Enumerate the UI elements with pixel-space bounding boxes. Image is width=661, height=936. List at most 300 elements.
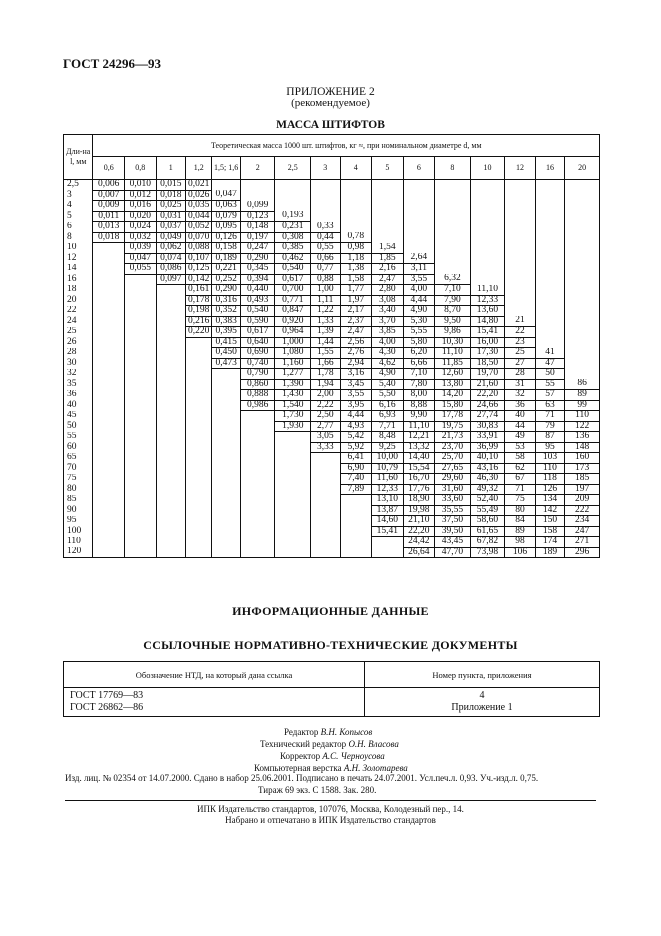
mass-cell — [275, 505, 311, 516]
mass-cell — [186, 442, 212, 453]
length-cell: 75 — [64, 474, 93, 485]
length-cell: 12 — [64, 253, 93, 264]
mass-cell — [93, 526, 125, 537]
mass-cell: 1,160 — [275, 358, 311, 369]
editor-name: В.Н. Копысов — [320, 727, 373, 737]
mass-cell — [340, 516, 372, 527]
mass-cell — [212, 505, 240, 516]
mass-cell: 26,64 — [403, 547, 435, 558]
mass-cell: 1,85 — [372, 253, 404, 264]
mass-cell — [470, 180, 505, 191]
mass-cell — [470, 264, 505, 275]
mass-cell — [93, 285, 125, 296]
table-row — [64, 337, 600, 348]
mass-cell — [505, 232, 536, 243]
mass-cell: 0,771 — [275, 295, 311, 306]
mass-cell — [156, 327, 185, 338]
mass-cell: 2,56 — [340, 337, 372, 348]
info-title: ИНФОРМАЦИОННЫЕ ДАННЫЕ — [232, 604, 429, 618]
mass-cell: 44 — [505, 421, 536, 432]
mass-cell: 0,88 — [311, 274, 340, 285]
mass-cell — [565, 190, 600, 201]
table-row — [64, 180, 600, 191]
diameter-header: 12 — [505, 157, 536, 180]
mass-cell: 7,10 — [403, 369, 435, 380]
mass-cell: 0,197 — [240, 232, 275, 243]
mass-cell: 0,440 — [240, 285, 275, 296]
table-row — [64, 432, 600, 443]
mass-cell: 0,026 — [186, 190, 212, 201]
references-doc-cell — [64, 688, 365, 717]
mass-cell — [156, 379, 185, 390]
mass-cell: 71 — [535, 411, 564, 422]
length-cell: 65 — [64, 453, 93, 464]
mass-cell: 58 — [505, 453, 536, 464]
mass-cell: 50 — [535, 369, 564, 380]
diameter-header: 1,5; 1,6 — [212, 157, 240, 180]
references-title: ССЫЛОЧНЫЕ НОРМАТИВНО-ТЕХНИЧЕСКИЕ ДОКУМЕНТЫ — [143, 638, 518, 652]
table-row — [64, 295, 600, 306]
mass-cell: 16,00 — [470, 337, 505, 348]
mass-cell: 0,473 — [212, 358, 240, 369]
table-row — [64, 453, 600, 464]
mass-cell: 18,90 — [403, 495, 435, 506]
tech-editor-name: О.Н. Власова — [348, 739, 399, 749]
length-cell: 28 — [64, 348, 93, 359]
table-row — [64, 358, 600, 369]
mass-cell — [93, 505, 125, 516]
mass-cell — [212, 379, 240, 390]
mass-cell: 0,986 — [240, 400, 275, 411]
mass-cell — [212, 442, 240, 453]
mass-cell — [240, 547, 275, 558]
mass-cell — [535, 253, 564, 264]
mass-cell — [435, 201, 471, 212]
mass-cell: 5,55 — [403, 327, 435, 338]
mass-cell: 25 — [505, 348, 536, 359]
mass-cell: 19,75 — [435, 421, 471, 432]
mass-cell: 0,352 — [212, 306, 240, 317]
mass-cell: 4,90 — [372, 369, 404, 380]
mass-cell — [275, 495, 311, 506]
length-header: Дли-на l, мм — [64, 135, 93, 180]
mass-cell: 67 — [505, 474, 536, 485]
mass-cell: 12,60 — [435, 369, 471, 380]
mass-cell — [403, 222, 435, 233]
diameter-header: 16 — [535, 157, 564, 180]
table-row — [64, 400, 600, 411]
mass-cell — [372, 190, 404, 201]
reference-ref: Приложение 1 — [451, 702, 513, 713]
mass-cell: 8,00 — [403, 390, 435, 401]
mass-cell: 103 — [535, 453, 564, 464]
mass-cell: 0,415 — [212, 337, 240, 348]
mass-cell: 37,50 — [435, 516, 471, 527]
reference-doc: ГОСТ 26862—86 — [70, 702, 144, 713]
mass-cell — [505, 201, 536, 212]
mass-cell — [93, 400, 125, 411]
layout-role: Компьютерная верстка — [254, 763, 342, 773]
mass-cell: 23 — [505, 337, 536, 348]
mass-cell: 14,40 — [403, 453, 435, 464]
length-cell: 26 — [64, 337, 93, 348]
mass-cell — [535, 327, 564, 338]
length-cell: 16 — [64, 274, 93, 285]
mass-cell: 58,60 — [470, 516, 505, 527]
mass-cell: 21,60 — [470, 379, 505, 390]
mass-cell: 14,80 — [470, 316, 505, 327]
tech-editor-role: Технический редактор — [260, 739, 347, 749]
mass-cell — [186, 453, 212, 464]
mass-cell: 15,41 — [372, 526, 404, 537]
mass-cell — [311, 526, 340, 537]
mass-cell — [470, 274, 505, 285]
mass-cell: 13,87 — [372, 505, 404, 516]
mass-cell — [565, 295, 600, 306]
mass-cell: 6,90 — [340, 463, 372, 474]
table-row — [64, 421, 600, 432]
mass-cell: 14,20 — [435, 390, 471, 401]
table-row — [64, 190, 600, 201]
proofreader-name: А.С. Черноусова — [322, 751, 385, 761]
mass-cell — [505, 306, 536, 317]
table-row — [64, 526, 600, 537]
mass-cell: 0,074 — [156, 253, 185, 264]
mass-cell — [275, 526, 311, 537]
mass-cell — [186, 505, 212, 516]
length-cell: 32 — [64, 369, 93, 380]
mass-cell: 1,66 — [311, 358, 340, 369]
mass-cell — [186, 369, 212, 380]
mass-cell — [93, 337, 125, 348]
document-code: ГОСТ 24296—93 — [63, 56, 162, 71]
mass-cell: 2,00 — [311, 390, 340, 401]
length-cell: 2,5 — [64, 180, 93, 191]
table-row — [64, 348, 600, 359]
mass-cell — [212, 180, 240, 191]
mass-cell — [186, 526, 212, 537]
mass-cell — [372, 211, 404, 222]
mass-cell: 1,930 — [275, 421, 311, 432]
mass-cell: 0,062 — [156, 243, 185, 254]
mass-cell: 89 — [505, 526, 536, 537]
mass-cell: 0,037 — [156, 222, 185, 233]
mass-cell — [125, 411, 157, 422]
reference-doc: ГОСТ 17769—83 — [70, 690, 144, 701]
mass-cell — [240, 516, 275, 527]
mass-cell — [212, 484, 240, 495]
mass-cell — [240, 180, 275, 191]
mass-cell: 3,55 — [340, 390, 372, 401]
mass-cell — [125, 400, 157, 411]
mass-cell: 1,000 — [275, 337, 311, 348]
mass-cell: 13,32 — [403, 442, 435, 453]
mass-cell: 5,92 — [340, 442, 372, 453]
mass-cell — [156, 348, 185, 359]
length-cell: 35 — [64, 379, 93, 390]
editor-role: Редактор — [284, 727, 319, 737]
mass-cell: 0,047 — [212, 190, 240, 201]
mass-cell: 7,10 — [435, 285, 471, 296]
mass-cell — [125, 295, 157, 306]
mass-cell — [505, 243, 536, 254]
mass-cell: 0,125 — [186, 264, 212, 275]
mass-cell: 8,48 — [372, 432, 404, 443]
mass-cell — [156, 421, 185, 432]
mass-cell — [535, 264, 564, 275]
mass-cell — [156, 400, 185, 411]
mass-cell: 2,80 — [372, 285, 404, 296]
mass-cell — [505, 180, 536, 191]
mass-cell — [340, 526, 372, 537]
mass-cell: 71 — [505, 484, 536, 495]
length-cell: 10 — [64, 243, 93, 254]
diameter-header: 0,8 — [125, 157, 157, 180]
mass-cell: 13,60 — [470, 306, 505, 317]
mass-cell — [311, 505, 340, 516]
mass-cell — [505, 264, 536, 275]
mass-cell: 62 — [505, 463, 536, 474]
mass-cell: 3,08 — [372, 295, 404, 306]
mass-cell: 3,55 — [403, 274, 435, 285]
mass-cell — [340, 190, 372, 201]
mass-cell: 4,00 — [403, 285, 435, 296]
mass-cell — [93, 348, 125, 359]
mass-cell — [435, 222, 471, 233]
mass-cell: 49,32 — [470, 484, 505, 495]
mass-cell — [403, 201, 435, 212]
diameter-header: 20 — [565, 157, 600, 180]
mass-cell: 0,035 — [186, 201, 212, 212]
table-row — [64, 316, 600, 327]
mass-cell — [93, 243, 125, 254]
mass-cell: 15,80 — [435, 400, 471, 411]
mass-cell: 0,493 — [240, 295, 275, 306]
mass-cell: 0,193 — [275, 211, 311, 222]
mass-cell — [125, 432, 157, 443]
mass-cell: 247 — [565, 526, 600, 537]
mass-cell — [240, 411, 275, 422]
mass-cell — [372, 232, 404, 243]
mass-cell — [372, 547, 404, 558]
length-cell: 14 — [64, 264, 93, 275]
mass-cell — [156, 442, 185, 453]
mass-cell: 0,099 — [240, 201, 275, 212]
mass-cell — [212, 547, 240, 558]
mass-cell — [156, 484, 185, 495]
mass-cell: 0,450 — [212, 348, 240, 359]
mass-cell: 0,888 — [240, 390, 275, 401]
mass-cell: 15,41 — [470, 327, 505, 338]
mass-cell — [156, 453, 185, 464]
mass-cell: 86 — [565, 379, 600, 390]
mass-cell: 18,50 — [470, 358, 505, 369]
mass-cell — [565, 232, 600, 243]
mass-cell — [275, 190, 311, 201]
mass-cell: 209 — [565, 495, 600, 506]
diameter-header: 6 — [403, 157, 435, 180]
mass-cell — [93, 306, 125, 317]
table-row — [64, 463, 600, 474]
mass-cell: 0,024 — [125, 222, 157, 233]
mass-cell — [93, 484, 125, 495]
mass-cell: 2,17 — [340, 306, 372, 317]
mass-cell: 0,617 — [275, 274, 311, 285]
mass-cell: 0,540 — [240, 306, 275, 317]
mass-cell: 21,73 — [435, 432, 471, 443]
mass-cell: 0,039 — [125, 243, 157, 254]
mass-cell — [156, 526, 185, 537]
appendix-subtitle: (рекомендуемое) — [291, 97, 370, 109]
mass-cell — [93, 253, 125, 264]
divider — [65, 800, 596, 801]
mass-cell — [275, 442, 311, 453]
mass-cell: 0,216 — [186, 316, 212, 327]
mass-cell: 271 — [565, 537, 600, 548]
mass-cell: 3,45 — [340, 379, 372, 390]
mass-cell — [535, 211, 564, 222]
references-ref-cell — [365, 688, 600, 717]
mass-cell: 19,70 — [470, 369, 505, 380]
mass-cell: 49 — [505, 432, 536, 443]
mass-cell: 2,94 — [340, 358, 372, 369]
mass-cell: 0,161 — [186, 285, 212, 296]
mass-cell — [93, 547, 125, 558]
mass-cell: 0,394 — [240, 274, 275, 285]
length-cell: 80 — [64, 484, 93, 495]
mass-cell: 98 — [505, 537, 536, 548]
mass-cell — [93, 390, 125, 401]
mass-cell — [156, 369, 185, 380]
mass-cell — [125, 421, 157, 432]
mass-cell — [125, 369, 157, 380]
mass-cell — [93, 453, 125, 464]
mass-cell: 35,55 — [435, 505, 471, 516]
mass-cell — [212, 453, 240, 464]
mass-cell: 11,10 — [435, 348, 471, 359]
mass-cell — [535, 190, 564, 201]
length-cell: 36 — [64, 390, 93, 401]
mass-cell: 7,90 — [435, 295, 471, 306]
mass-cell: 84 — [505, 516, 536, 527]
mass-cell: 0,032 — [125, 232, 157, 243]
mass-cell: 0,011 — [93, 211, 125, 222]
length-cell: 22 — [64, 306, 93, 317]
mass-cell: 27 — [505, 358, 536, 369]
length-cell: 6 — [64, 222, 93, 233]
length-cell: 70 — [64, 463, 93, 474]
mass-cell: 8,88 — [403, 400, 435, 411]
mass-cell — [156, 295, 185, 306]
mass-cell — [240, 505, 275, 516]
mass-cell: 3,40 — [372, 306, 404, 317]
mass-cell — [156, 463, 185, 474]
mass-cell: 0,77 — [311, 264, 340, 275]
mass-cell — [535, 274, 564, 285]
length-cell: 30 — [64, 358, 93, 369]
mass-cell — [470, 222, 505, 233]
mass-cell: 0,025 — [156, 201, 185, 212]
mass-cell — [435, 253, 471, 264]
mass-cell: 6,32 — [435, 274, 471, 285]
mass-cell — [470, 211, 505, 222]
mass-cell — [240, 463, 275, 474]
mass-cell — [535, 306, 564, 317]
mass-cell: 0,086 — [156, 264, 185, 275]
mass-cell: 55 — [535, 379, 564, 390]
mass-cell: 41 — [535, 348, 564, 359]
mass-cell — [212, 400, 240, 411]
mass-cell: 1,277 — [275, 369, 311, 380]
mass-cell — [93, 327, 125, 338]
mass-cell: 25,70 — [435, 453, 471, 464]
table-row — [64, 369, 600, 380]
mass-cell: 1,730 — [275, 411, 311, 422]
mass-cell: 6,20 — [403, 348, 435, 359]
mass-cell: 4,44 — [340, 411, 372, 422]
mass-cell — [125, 442, 157, 453]
mass-cell — [186, 463, 212, 474]
mass-cell: 0,66 — [311, 253, 340, 264]
publication-info: Изд. лиц. № 02354 от 14.07.2000. Сдано в набор 25.06.2001. Подписано в печать 24.07.2001. Усл.печ.л. 0,93. Уч.-изд.л. 0,75. — [65, 773, 539, 783]
mass-cell: 33,60 — [435, 495, 471, 506]
mass-cell — [186, 379, 212, 390]
mass-cell — [535, 222, 564, 233]
mass-cell — [565, 180, 600, 191]
table-row — [64, 537, 600, 548]
mass-cell — [212, 421, 240, 432]
mass-cell: 197 — [565, 484, 600, 495]
mass-cell: 0,540 — [275, 264, 311, 275]
table-row — [64, 379, 600, 390]
mass-cell — [340, 505, 372, 516]
mass-cell: 27,65 — [435, 463, 471, 474]
mass-cell — [212, 474, 240, 485]
mass-cell: 0,964 — [275, 327, 311, 338]
mass-cell — [186, 348, 212, 359]
mass-cell — [212, 463, 240, 474]
mass-cell: 0,018 — [156, 190, 185, 201]
mass-cell: 7,40 — [340, 474, 372, 485]
mass-cell — [156, 306, 185, 317]
mass-cell: 2,76 — [340, 348, 372, 359]
table-row — [64, 201, 600, 212]
mass-cell — [156, 390, 185, 401]
mass-cell: 1,55 — [311, 348, 340, 359]
table-row — [64, 474, 600, 485]
table-row — [64, 243, 600, 254]
mass-cell — [93, 463, 125, 474]
mass-cell: 12,33 — [470, 295, 505, 306]
mass-cell: 15,54 — [403, 463, 435, 474]
table-row — [64, 232, 600, 243]
mass-cell — [340, 495, 372, 506]
mass-cell: 57 — [535, 390, 564, 401]
mass-cell: 0,010 — [125, 180, 157, 191]
mass-cell: 0,016 — [125, 201, 157, 212]
length-cell: 100 — [64, 526, 93, 537]
mass-cell: 17,30 — [470, 348, 505, 359]
diameter-header: 8 — [435, 157, 471, 180]
mass-cell — [212, 390, 240, 401]
mass-cell: 55,49 — [470, 505, 505, 516]
mass-cell — [240, 484, 275, 495]
mass-cell — [186, 421, 212, 432]
mass-cell: 5,50 — [372, 390, 404, 401]
mass-cell: 0,031 — [156, 211, 185, 222]
mass-cell — [311, 474, 340, 485]
mass-cell: 185 — [565, 474, 600, 485]
